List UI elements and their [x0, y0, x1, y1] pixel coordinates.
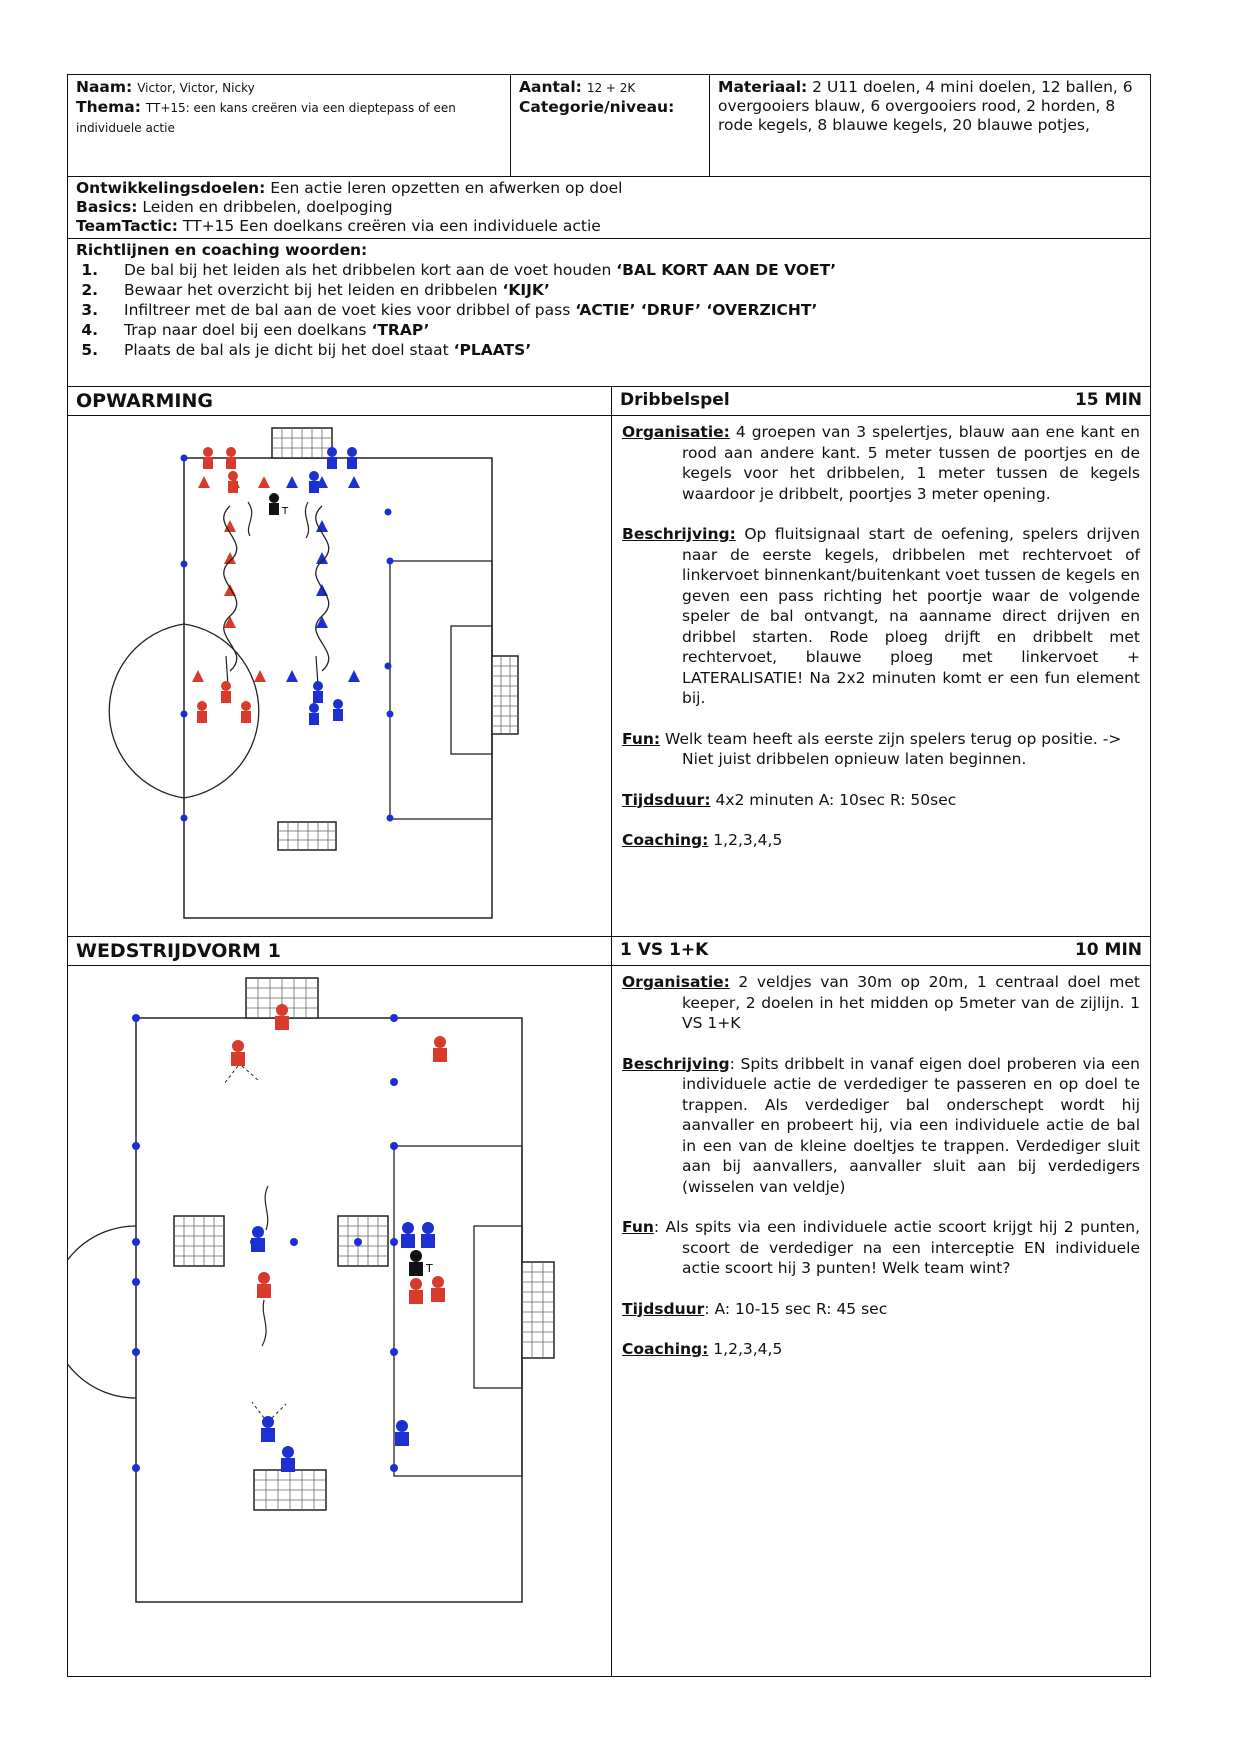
coaching-row — [68, 239, 1151, 387]
one-vs-one-diagram — [68, 966, 612, 1676]
section1-name: Dribbelspel — [620, 390, 730, 410]
trainer-icon — [269, 493, 289, 517]
s1-fun: Welk team heeft als eerste zijn spelers terug op positie. -> Niet juist dribbelen opnieuw laten beginnen. — [665, 729, 1122, 768]
section2-text — [612, 966, 1151, 1677]
svg-text:T: T — [426, 1262, 433, 1275]
red-players — [197, 447, 251, 723]
section1-text — [612, 416, 1151, 937]
categorie-label: Categorie/niveau: — [519, 98, 675, 116]
teamtactic-value: TT+15 Een doelkans creëren via een individuele actie — [182, 217, 601, 235]
s2-coaching-label: Coaching: — [622, 1340, 709, 1358]
s2-fun: : Als spits via een individuele actie scoort krijgt hij 2 punten, scoort de verdediger na een interceptie EN individuele actie scoort hij 3 punten! Welk team wint? — [653, 1218, 1141, 1277]
goals-row — [68, 177, 1151, 239]
svg-text:T: T — [282, 506, 289, 517]
naam-value: Victor, Victor, Nicky — [137, 81, 255, 95]
section2-name-cell — [612, 937, 1151, 966]
red-cones — [192, 476, 270, 682]
basics-label: Basics: — [76, 198, 138, 216]
thema-label: Thema: — [76, 98, 141, 116]
section2-title: WEDSTRIJDVORM 1 — [68, 937, 612, 966]
section2-duration: 10 MIN — [1074, 940, 1143, 960]
s2-tijdsduur-label: Tijdsduur — [622, 1299, 705, 1318]
s1-coaching: 1,2,3,4,5 — [713, 831, 783, 849]
s2-fun-label: Fun — [622, 1218, 654, 1236]
section2-diagram-cell — [68, 966, 612, 1677]
section1-title: OPWARMING — [68, 387, 612, 416]
s1-beschrijving-label: Beschrijving: — [622, 525, 736, 543]
coaching-item: 4. Trap naar doel bij een doelkans ‘TRAP’ — [81, 321, 430, 339]
section1-duration: 15 MIN — [1074, 390, 1143, 410]
aantal-value: 12 + 2K — [586, 81, 636, 95]
s2-beschrijving-label: Beschrijving — [622, 1054, 730, 1073]
aantal-cell — [511, 75, 710, 177]
ontwikkeling-label: Ontwikkelingsdoelen: — [76, 179, 266, 197]
section1-content — [68, 416, 1151, 937]
naam-thema-cell — [68, 75, 511, 177]
coaching-title: Richtlijnen en coaching woorden: — [76, 241, 368, 259]
sheet-table — [67, 74, 1151, 1677]
s2-organisatie-label: Organisatie: — [622, 973, 730, 991]
section2-header — [68, 937, 1151, 966]
s1-fun-label: Fun: — [622, 729, 661, 748]
coaching-item: 2. Bewaar het overzicht bij het leiden en dribbelen ‘KIJK’ — [81, 281, 550, 299]
materiaal-value: 2 U11 doelen, 4 mini doelen, 12 ballen, 6 overgooiers blauw, 6 overgooiers rood, 2 horden, 8 rode kegels, 8 blauwe kegels, 20 blauwe potjes, — [718, 78, 1133, 134]
blue-cones — [286, 476, 360, 682]
section1-name-cell — [612, 387, 1151, 416]
section2-name: 1 VS 1+K — [620, 940, 709, 960]
teamtactic-label: TeamTactic: — [76, 217, 178, 235]
s2-beschrijving: : Spits dribbelt in vanaf eigen doel proberen via een individuele actie de verdediger te passeren en op doel te trappen. Als verdediger bal onderschept wordt hij aanvaller en probeert hij, via een individuele actie de bal in een van de kleine doeltjes te trappen. Verdediger sluit aan bij aanvallers, aanvaller sluit aan bij verdedigers (wisselen van veldje) — [682, 1054, 1141, 1196]
s1-organisatie: 4 groepen van 3 spelertjes, blauw aan ene kant en rood aan andere kant. 5 meter tussen de poortjes en de kegels voor het dribbelen, 1 meter tussen de kegels waardoor je dribbelt, poortjes 3 meter opening. — [682, 423, 1141, 503]
s1-tijdsduur-label: Tijdsduur: — [622, 790, 711, 809]
section2-content — [68, 966, 1151, 1677]
coaching-item: 3. Infiltreer met de bal aan de voet kies voor dribbel of pass ‘ACTIE’ ‘DRUF’ ‘OVERZICHT’ — [81, 301, 818, 319]
goal-icon — [338, 1216, 388, 1266]
materiaal-cell — [710, 75, 1151, 177]
section1-diagram-cell — [68, 416, 612, 937]
ontwikkeling-value: Een actie leren opzetten en afwerken op doel — [270, 179, 623, 197]
s1-tijdsduur: 4x2 minuten A: 10sec R: 50sec — [715, 790, 957, 809]
goal-icon — [272, 428, 332, 458]
section1-header — [68, 387, 1151, 416]
s1-coaching-label: Coaching: — [622, 831, 709, 849]
basics-value: Leiden en dribbelen, doelpoging — [142, 198, 393, 216]
goal-icon — [174, 1216, 224, 1266]
s2-tijdsduur: : A: 10-15 sec R: 45 sec — [704, 1299, 888, 1318]
blue-players — [309, 447, 357, 725]
goal-icon — [492, 656, 518, 734]
naam-label: Naam: — [76, 78, 133, 96]
goal-icon — [254, 1470, 326, 1510]
aantal-label: Aantal: — [519, 78, 582, 96]
header-row — [68, 75, 1151, 177]
coaching-item: 5. Plaats de bal als je dicht bij het doel staat ‘PLAATS’ — [81, 341, 532, 359]
thema-value: TT+15: een kans creëren via een dieptepass of een individuele actie — [76, 101, 456, 135]
s1-organisatie-label: Organisatie: — [622, 423, 730, 441]
trainer-icon — [409, 1250, 433, 1276]
goal-icon — [522, 1262, 554, 1358]
training-sheet — [67, 74, 1150, 1677]
s1-beschrijving: Op fluitsignaal start de oefening, spelers drijven naar de eerste kegels, dribbelen met rechtervoet of linkervoet binnenkant/buitenkant voet tussen de kegels en geven een pass richting het poortje waar de volgende speler de bal ontvangt, na aanname direct drijven en dribbel starten. Rode ploeg drijft en dribbelt met rechtervoet, blauwe ploeg met linkervoet + LATERALISATIE! Na 2x2 minuten komt er een fun element bij. — [682, 525, 1141, 707]
s2-organisatie: 2 veldjes van 30m op 20m, 1 centraal doel met keeper, 2 doelen in het midden op 5meter van de zijlijn. 1 VS 1+K — [682, 973, 1141, 1032]
materiaal-label: Materiaal: — [718, 78, 808, 96]
s2-coaching: 1,2,3,4,5 — [713, 1340, 783, 1358]
dribble-drill-diagram — [68, 416, 612, 936]
coaching-item: 1. De bal bij het leiden als het dribbelen kort aan de voet houden ‘BAL KORT AAN DE VOET’ — [81, 261, 837, 279]
goal-icon — [278, 822, 336, 850]
coaching-list — [76, 260, 1142, 360]
